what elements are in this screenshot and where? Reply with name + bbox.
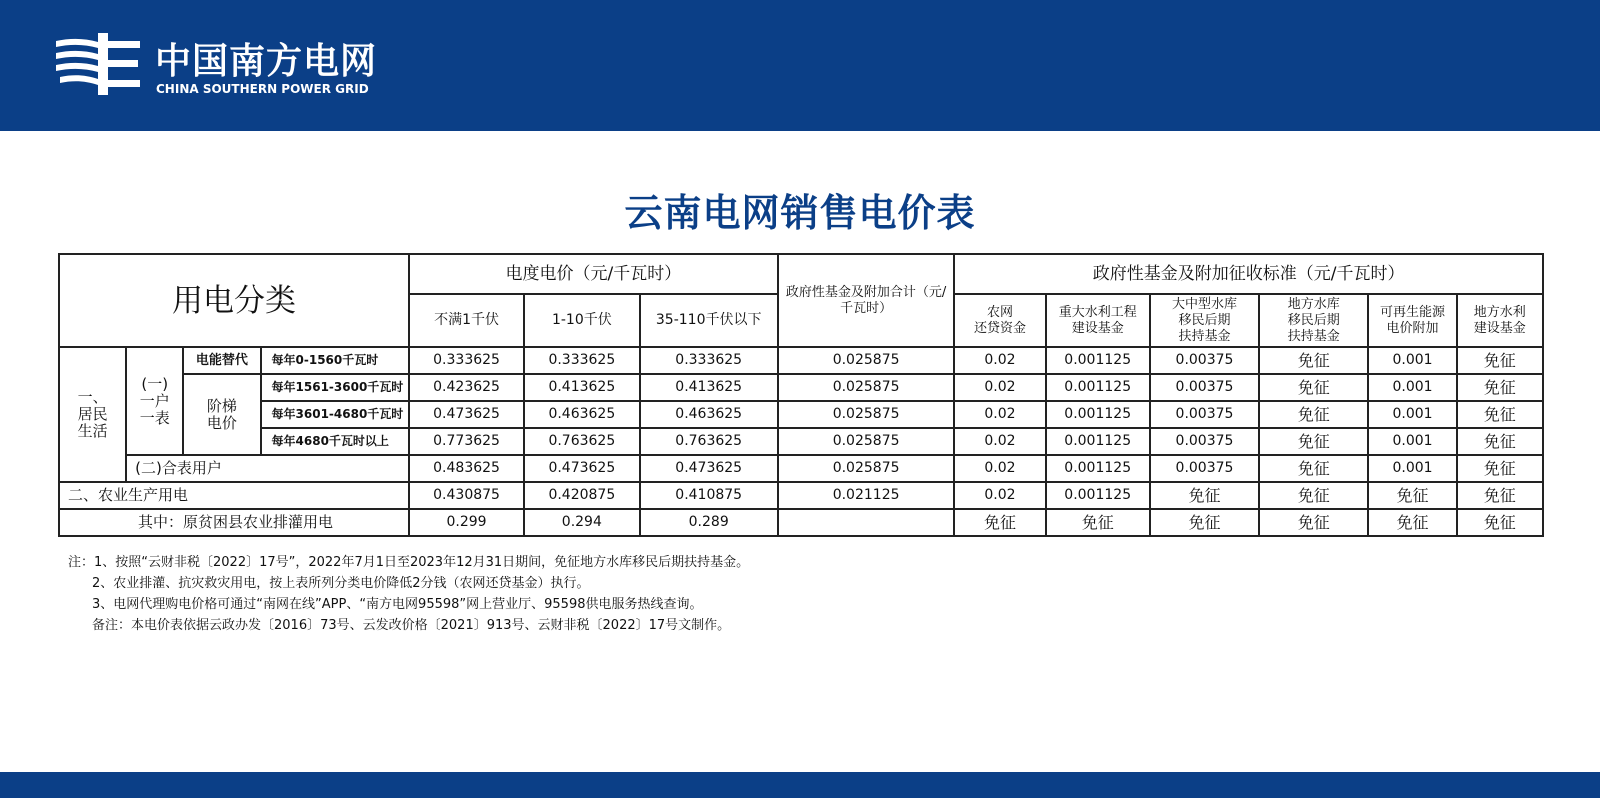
fund-total-cell: 0.025875 (778, 374, 954, 401)
fund-cell: 0.001125 (1046, 347, 1150, 374)
fund-total-cell (778, 509, 954, 536)
fund-cell: 免征 (1046, 509, 1150, 536)
voltage-col-header: 不满1千伏 (409, 294, 524, 347)
fund-cell: 0.02 (954, 347, 1045, 374)
fund-cell: 免征 (1259, 455, 1368, 482)
price-cell: 0.413625 (524, 374, 639, 401)
notes-section (68, 552, 749, 636)
fund-cell: 免征 (1259, 401, 1368, 428)
agriculture-label: 二、农业生产用电 (59, 482, 409, 509)
fund-col-header-water-project (1046, 294, 1150, 347)
fund-cell: 0.001 (1368, 401, 1456, 428)
fund-col-line: 大中型水库 (1171, 296, 1237, 312)
fund-col-line: 移民后期 (1178, 312, 1231, 328)
fund-col-line: 农网 (986, 304, 1013, 320)
fund-col-line: 还贷资金 (973, 320, 1026, 336)
fund-cell: 0.001 (1368, 347, 1456, 374)
fund-cell: 0.001 (1368, 455, 1456, 482)
brand-name-cn: 中国南方电网 (155, 41, 378, 82)
fund-col-line: 建设基金 (1473, 320, 1526, 336)
price-cell: 0.333625 (640, 347, 778, 374)
fund-cell: 0.001125 (1046, 374, 1150, 401)
tiered-price-label-line: 阶梯 (206, 396, 237, 415)
fund-total-cell: 0.025875 (778, 347, 954, 374)
fund-cell: 免征 (1150, 482, 1259, 509)
fund-cell: 0.001125 (1046, 455, 1150, 482)
grid-lines-logo-icon (56, 33, 146, 95)
fund-cell: 0.00375 (1150, 347, 1259, 374)
fund-col-header-large-reservoir (1150, 294, 1259, 347)
table-row (59, 347, 1543, 374)
fund-cell: 免征 (1457, 347, 1543, 374)
price-cell: 0.763625 (524, 428, 639, 455)
fund-col-line: 地方水利 (1473, 304, 1526, 320)
page-title: 云南电网销售电价表 (624, 191, 976, 235)
price-cell: 0.333625 (409, 347, 524, 374)
substitution-label: 电能替代 (183, 347, 260, 374)
fund-cell: 免征 (1150, 509, 1259, 536)
fund-col-line: 扶持基金 (1178, 328, 1231, 344)
footer-banner (0, 772, 1600, 798)
fund-col-header-renewable (1368, 294, 1456, 347)
fund-cell: 0.00375 (1150, 455, 1259, 482)
fund-standard-header: 政府性基金及附加征收标准（元/千瓦时） (954, 254, 1543, 294)
fund-cell: 免征 (1259, 428, 1368, 455)
fund-cell: 免征 (1259, 347, 1368, 374)
fund-total-header-text: 政府性基金及附加合计（元/千瓦时） (785, 284, 947, 316)
price-cell: 0.413625 (640, 374, 778, 401)
table-row (59, 482, 1543, 509)
fund-col-header-rural (954, 294, 1045, 347)
note-line: 注：1、按照“云财非税〔2022〕17号”，2022年7月1日至2023年12月31日期间，免征地方水库移民后期扶持基金。 (68, 555, 750, 570)
price-cell: 0.299 (409, 509, 524, 536)
price-cell: 0.410875 (640, 482, 778, 509)
price-cell: 0.773625 (409, 428, 524, 455)
price-cell: 0.463625 (524, 401, 639, 428)
one-meter-label-line: 一户 (139, 391, 170, 410)
fund-col-line: 移民后期 (1287, 312, 1340, 328)
note-line: 3、电网代理购电价格可通过“南网在线”APP、“南方电网95598”网上营业厅、95598供电服务热线查询。 (92, 597, 703, 612)
price-cell: 0.483625 (409, 455, 524, 482)
energy-price-header: 电度电价（元/千瓦时） (409, 254, 778, 294)
fund-total-cell: 0.025875 (778, 428, 954, 455)
fund-total-header (778, 254, 954, 347)
residential-label (59, 347, 126, 482)
tier-label: 每年0-1560千瓦时 (261, 347, 409, 374)
one-meter-label-line: (一) (141, 374, 169, 393)
tier-label: 每年4680千瓦时以上 (261, 428, 409, 455)
residential-label-line: 居民 (77, 405, 108, 423)
fund-cell: 免征 (954, 509, 1045, 536)
fund-cell: 0.00375 (1150, 428, 1259, 455)
fund-col-header-local-water (1457, 294, 1543, 347)
header-row-1 (59, 254, 1543, 294)
tier-label: 每年1561-3600千瓦时 (261, 374, 409, 401)
fund-cell: 0.00375 (1150, 374, 1259, 401)
price-cell: 0.473625 (640, 455, 778, 482)
fund-cell: 免征 (1259, 482, 1368, 509)
fund-col-line: 重大水利工程 (1058, 304, 1137, 320)
table-row (59, 455, 1543, 482)
fund-cell: 0.02 (954, 374, 1045, 401)
poverty-irrigation-label: 其中：原贫困县农业排灌用电 (59, 509, 409, 536)
fund-cell: 0.00375 (1150, 401, 1259, 428)
tier-label: 每年3601-4680千瓦时 (261, 401, 409, 428)
fund-cell: 0.02 (954, 482, 1045, 509)
table-row (59, 401, 1543, 428)
fund-col-line: 电价附加 (1386, 320, 1439, 336)
category-header: 用电分类 (59, 254, 409, 347)
one-meter-label (126, 347, 183, 455)
price-table (58, 253, 1544, 537)
tiered-price-label (183, 374, 260, 455)
fund-col-line: 扶持基金 (1287, 328, 1340, 344)
price-cell: 0.473625 (524, 455, 639, 482)
voltage-col-header: 35-110千伏以下 (640, 294, 778, 347)
voltage-col-header: 1-10千伏 (524, 294, 639, 347)
price-cell: 0.423625 (409, 374, 524, 401)
residential-label-line: 一、 (77, 388, 108, 406)
tiered-price-label-line: 电价 (206, 413, 237, 432)
table-row (59, 509, 1543, 536)
fund-col-line: 建设基金 (1071, 320, 1124, 336)
fund-cell: 免征 (1457, 509, 1543, 536)
brand-name-en: CHINA SOUTHERN POWER GRID (156, 82, 369, 96)
fund-total-cell: 0.025875 (778, 455, 954, 482)
price-cell: 0.289 (640, 509, 778, 536)
table-row (59, 428, 1543, 455)
price-cell: 0.430875 (409, 482, 524, 509)
fund-cell: 免征 (1457, 428, 1543, 455)
note-line: 2、农业排灌、抗灾救灾用电，按上表所列分类电价降低2分钱（农网还贷基金）执行。 (92, 576, 590, 591)
fund-cell: 0.02 (954, 455, 1045, 482)
residential-label-line: 生活 (77, 422, 108, 440)
table-row (59, 374, 1543, 401)
fund-total-cell: 0.025875 (778, 401, 954, 428)
fund-col-line: 地方水库 (1287, 296, 1340, 312)
fund-cell: 0.02 (954, 428, 1045, 455)
price-cell: 0.333625 (524, 347, 639, 374)
fund-cell: 0.001 (1368, 428, 1456, 455)
fund-cell: 0.001125 (1046, 401, 1150, 428)
fund-cell: 0.001125 (1046, 428, 1150, 455)
fund-total-cell: 0.021125 (778, 482, 954, 509)
note-line: 备注：本电价表依据云政办发〔2016〕73号、云发改价格〔2021〕913号、云财非税〔2022〕17号文制作。 (92, 618, 731, 633)
fund-cell: 免征 (1368, 482, 1456, 509)
fund-cell: 0.02 (954, 401, 1045, 428)
fund-cell: 免征 (1457, 455, 1543, 482)
fund-cell: 免征 (1457, 482, 1543, 509)
fund-col-header-local-reservoir (1259, 294, 1368, 347)
price-cell: 0.294 (524, 509, 639, 536)
price-cell: 0.463625 (640, 401, 778, 428)
header-banner (0, 0, 1600, 131)
fund-cell: 免征 (1259, 509, 1368, 536)
price-cell: 0.473625 (409, 401, 524, 428)
fund-cell: 免征 (1368, 509, 1456, 536)
fund-cell: 免征 (1457, 374, 1543, 401)
fund-col-line: 可再生能源 (1380, 304, 1446, 320)
fund-cell: 免征 (1457, 401, 1543, 428)
fund-cell: 免征 (1259, 374, 1368, 401)
fund-cell: 0.001 (1368, 374, 1456, 401)
one-meter-label-line: 一表 (139, 408, 170, 427)
fund-cell: 0.001125 (1046, 482, 1150, 509)
combined-meter-label: (二)合表用户 (126, 455, 409, 482)
price-cell: 0.763625 (640, 428, 778, 455)
price-cell: 0.420875 (524, 482, 639, 509)
